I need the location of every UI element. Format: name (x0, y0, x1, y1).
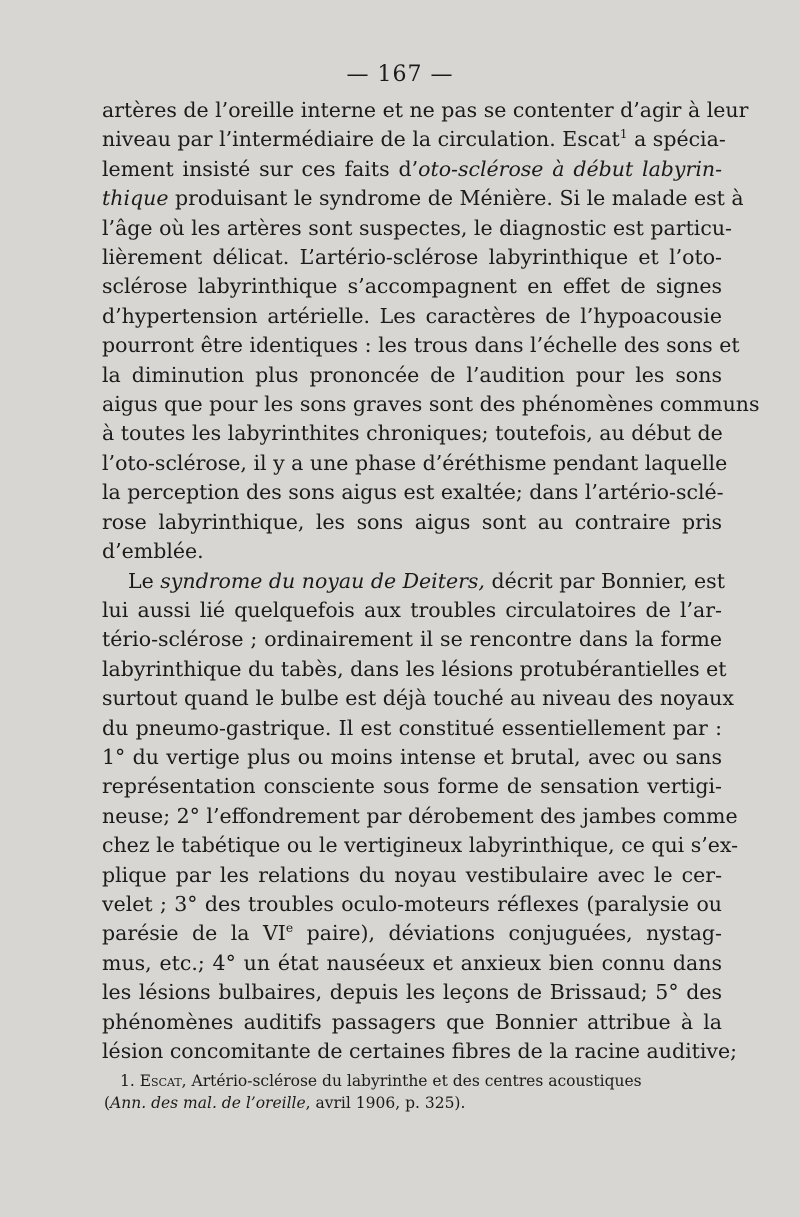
text-line (102, 184, 744, 213)
text-line: 1° du vertige plus ou moins intense et brutal, avec ou sans (102, 744, 722, 769)
footnote-marker: 1. (120, 1072, 140, 1090)
text-line: l’oto-sclérose, il y a une phase d’éréthisme pendant laquelle (102, 450, 728, 475)
footnote-text: , Artério-sclérose du labyrinthe et des centres acoustiques (181, 1072, 642, 1090)
text-line: velet ; 3° des troubles oculo-moteurs réflexes (paralysie ou (102, 891, 722, 916)
footnote-journal: Ann. des mal. de l’oreille (110, 1094, 306, 1112)
italic-term: oto-sclérose à début labyrin- (418, 156, 723, 181)
italic-term: thique (102, 186, 169, 211)
text-line: du pneumo-gastrique. Il est constitué essentiellement par : (102, 715, 722, 740)
text-line: tério-sclérose ; ordinairement il se rencontre dans la forme (102, 627, 722, 652)
footnote-author: Escat (139, 1072, 182, 1090)
footnote-reference: 1 (619, 127, 628, 142)
text-line (102, 125, 726, 154)
text-line: lièrement délicat. L’artério-sclérose labyrinthique et l’oto- (102, 245, 722, 270)
text-line: représentation consciente sous forme de sensation vertigi- (102, 774, 722, 799)
text-line-segment: produisant le syndrome de Ménière. Si le malade est à (175, 186, 744, 211)
footnote-line (104, 1092, 724, 1114)
text-line: la diminution plus prononcée de l’audition pour les sons (102, 362, 722, 387)
text-line: les lésions bulbaires, depuis les leçons de Brissaud; 5° des (102, 980, 722, 1005)
text-line: la perception des sons aigus est exaltée; dans l’artério-sclé- (102, 480, 724, 505)
text-line (102, 155, 722, 184)
superscript: e (285, 921, 294, 936)
text-line: aigus que pour les sons graves sont des phénomènes communs (102, 392, 760, 417)
text-line: artères de l’oreille interne et ne pas se contenter d’agir à leur (102, 98, 749, 122)
text-line: plique par les relations du noyau vestibulaire avec le cer- (102, 862, 722, 887)
text-line-segment: Le (128, 568, 161, 593)
text-line: sclérose labyrinthique s’accompagnent en effet de signes (102, 274, 722, 299)
text-line: à toutes les labyrinthites chroniques; toutefois, au début de (102, 421, 723, 446)
text-line: pourront être identiques : les trous dans l’échelle des sons et (102, 333, 740, 358)
text-line (102, 567, 725, 596)
text-line-segment: niveau par l’intermédiaire de la circulation. Escat (102, 127, 620, 152)
text-line-segment: lement insisté sur ces faits d’ (102, 156, 419, 181)
page-number: — 167 — (346, 62, 454, 87)
footnote-paren: ( (104, 1094, 111, 1112)
footnote (104, 1070, 724, 1114)
footnote-line (104, 1070, 724, 1092)
text-line: phénomènes auditifs passagers que Bonnier attribue à la (102, 1009, 722, 1034)
italic-term: syndrome du noyau de Deiters, (160, 568, 485, 593)
body-text (102, 96, 760, 1066)
text-line: lui aussi lié quelquefois aux troubles circulatoires de l’ar- (102, 597, 722, 622)
text-line: lésion concomitante de certaines fibres de la racine auditive; (102, 1039, 738, 1063)
text-line: neuse; 2° l’effondrement par dérobement des jambes comme (102, 803, 738, 828)
footnote-text: , avril 1906, p. 325). (305, 1094, 466, 1112)
text-line: surtout quand le bulbe est déjà touché au niveau des noyaux (102, 686, 734, 711)
paragraph (102, 96, 760, 567)
text-line: labyrinthique du tabès, dans les lésions protubérantielles et (102, 656, 727, 681)
text-line-segment: parésie de la VI (102, 921, 286, 946)
text-line: d’hypertension artérielle. Les caractères de l’hypoacousie (102, 303, 722, 328)
text-line-segment: paire), déviations conjuguées, nystag- (293, 921, 722, 946)
text-line (102, 919, 722, 948)
text-line: l’âge où les artères sont suspectes, le diagnostic est particu- (102, 215, 732, 240)
text-line: d’emblée. (102, 539, 204, 564)
text-line: chez le tabétique ou le vertigineux labyrinthique, ce qui s’ex- (102, 833, 739, 858)
text-line-segment: a spécia- (627, 127, 726, 152)
text-line: rose labyrinthique, les sons aigus sont au contraire pris (102, 509, 722, 534)
text-line: mus, etc.; 4° un état nauséeux et anxieux bien connu dans (102, 950, 722, 975)
paragraph (102, 567, 739, 1067)
text-line-segment: décrit par Bonnier, est (484, 568, 725, 593)
